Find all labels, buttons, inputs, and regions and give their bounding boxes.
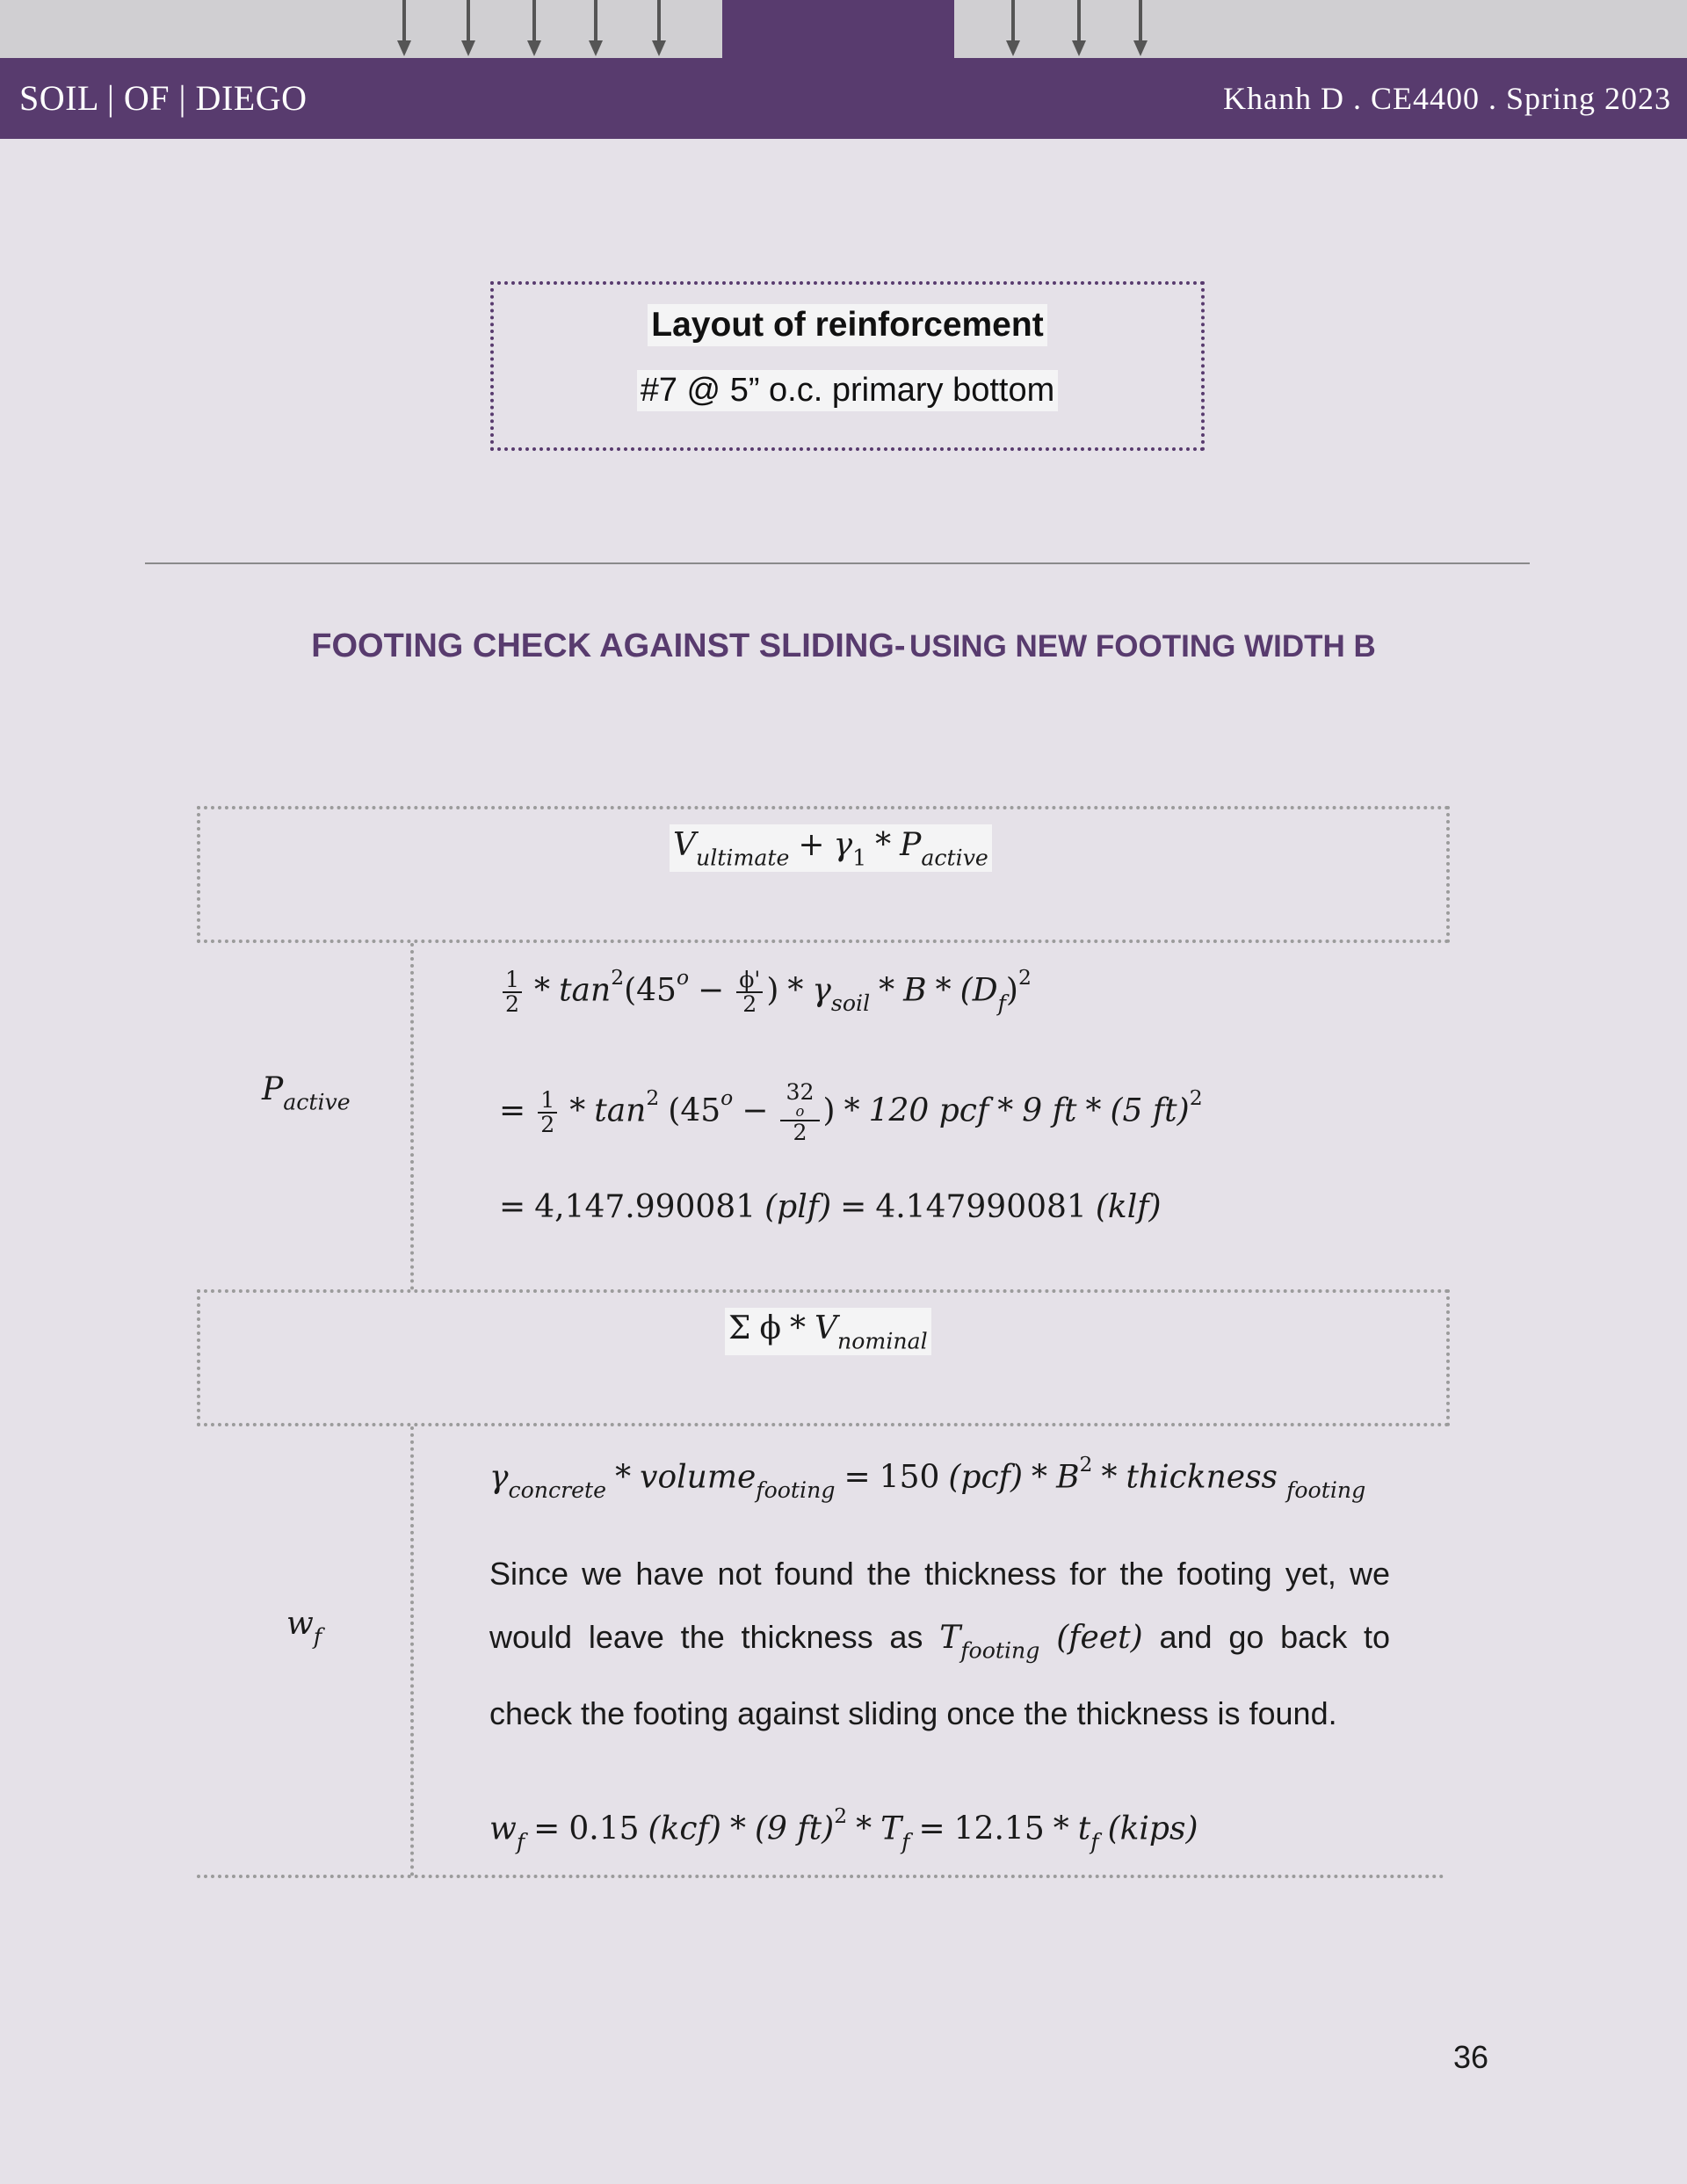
load-arrow-icon (1070, 0, 1088, 58)
load-arrow-icon (1132, 0, 1149, 58)
demand-equation: $V_{ultimate} + \gamma_1 * P_{active}$ (670, 824, 992, 872)
section-heading (0, 620, 1687, 679)
p-active-substitution: = $\frac{1}{2}$ * $\tan^2 (45^o$ − 32 o 2 ) * 120 pcf * 9 ft * (5 ft)$^2$ (499, 1079, 1203, 1145)
wf-label: $w_f$ (286, 1606, 322, 1650)
reinforcement-title: Layout of reinforcement (494, 304, 1201, 346)
section-heading-sub: USING NEW FOOTING WIDTH B (909, 629, 1376, 664)
page-number: 36 (1452, 2039, 1488, 2075)
section-heading-main: FOOTING CHECK AGAINST SLIDING- (311, 628, 906, 664)
author-course-line: Khanh D . CE4400 . Spring 2023 (1223, 81, 1671, 116)
load-arrow-icon (395, 0, 413, 58)
p-active-formula: $\frac{1}{2}$ * $\tan^2(45^o$ − $\frac{\phi'}{2}$ ) * $\gamma_{soil}$ * B * $(D_f)^2$ (499, 965, 1032, 1017)
header-tab (722, 0, 954, 60)
brand-title: SOIL | OF | DIEGO (19, 78, 308, 118)
table-bottom-border (197, 1875, 1444, 1878)
p-active-label: $P_{active}$ (262, 1071, 351, 1115)
load-arrow-icon (525, 0, 543, 58)
load-arrow-icon (460, 0, 477, 58)
reinforcement-detail: #7 @ 5” o.c. primary bottom (494, 370, 1201, 411)
p-active-result: = 4,147.990081 (plf) = 4.147990081 (klf) (499, 1189, 1162, 1225)
section-divider (145, 562, 1530, 564)
load-arrow-icon (650, 0, 668, 58)
wf-divider (410, 1426, 414, 1876)
wf-explanation: Since we have not found the thickness for the footing yet, we would leave the thickness as $T_{footing}$ (feet) and go back to check the footing against sliding once the thickness is found. (489, 1556, 1391, 1732)
capacity-equation: Σ ϕ * $V_{nominal}$ (725, 1308, 931, 1355)
p-active-divider (410, 943, 414, 1290)
reinforcement-box (490, 281, 1205, 451)
wf-weight-formula: $\gamma_{concrete}$ * volume$_{footing}$ = 150 $(pcf) * B^2$ * thickness $_{footing}$ (489, 1452, 1366, 1504)
load-arrow-icon (1004, 0, 1022, 58)
load-arrow-icon (587, 0, 605, 58)
wf-result: $w_f = 0.15$ (kcf) * (9 $ft)^2 * T_f = 12.15 * t_f$ (kips) (489, 1803, 1198, 1855)
